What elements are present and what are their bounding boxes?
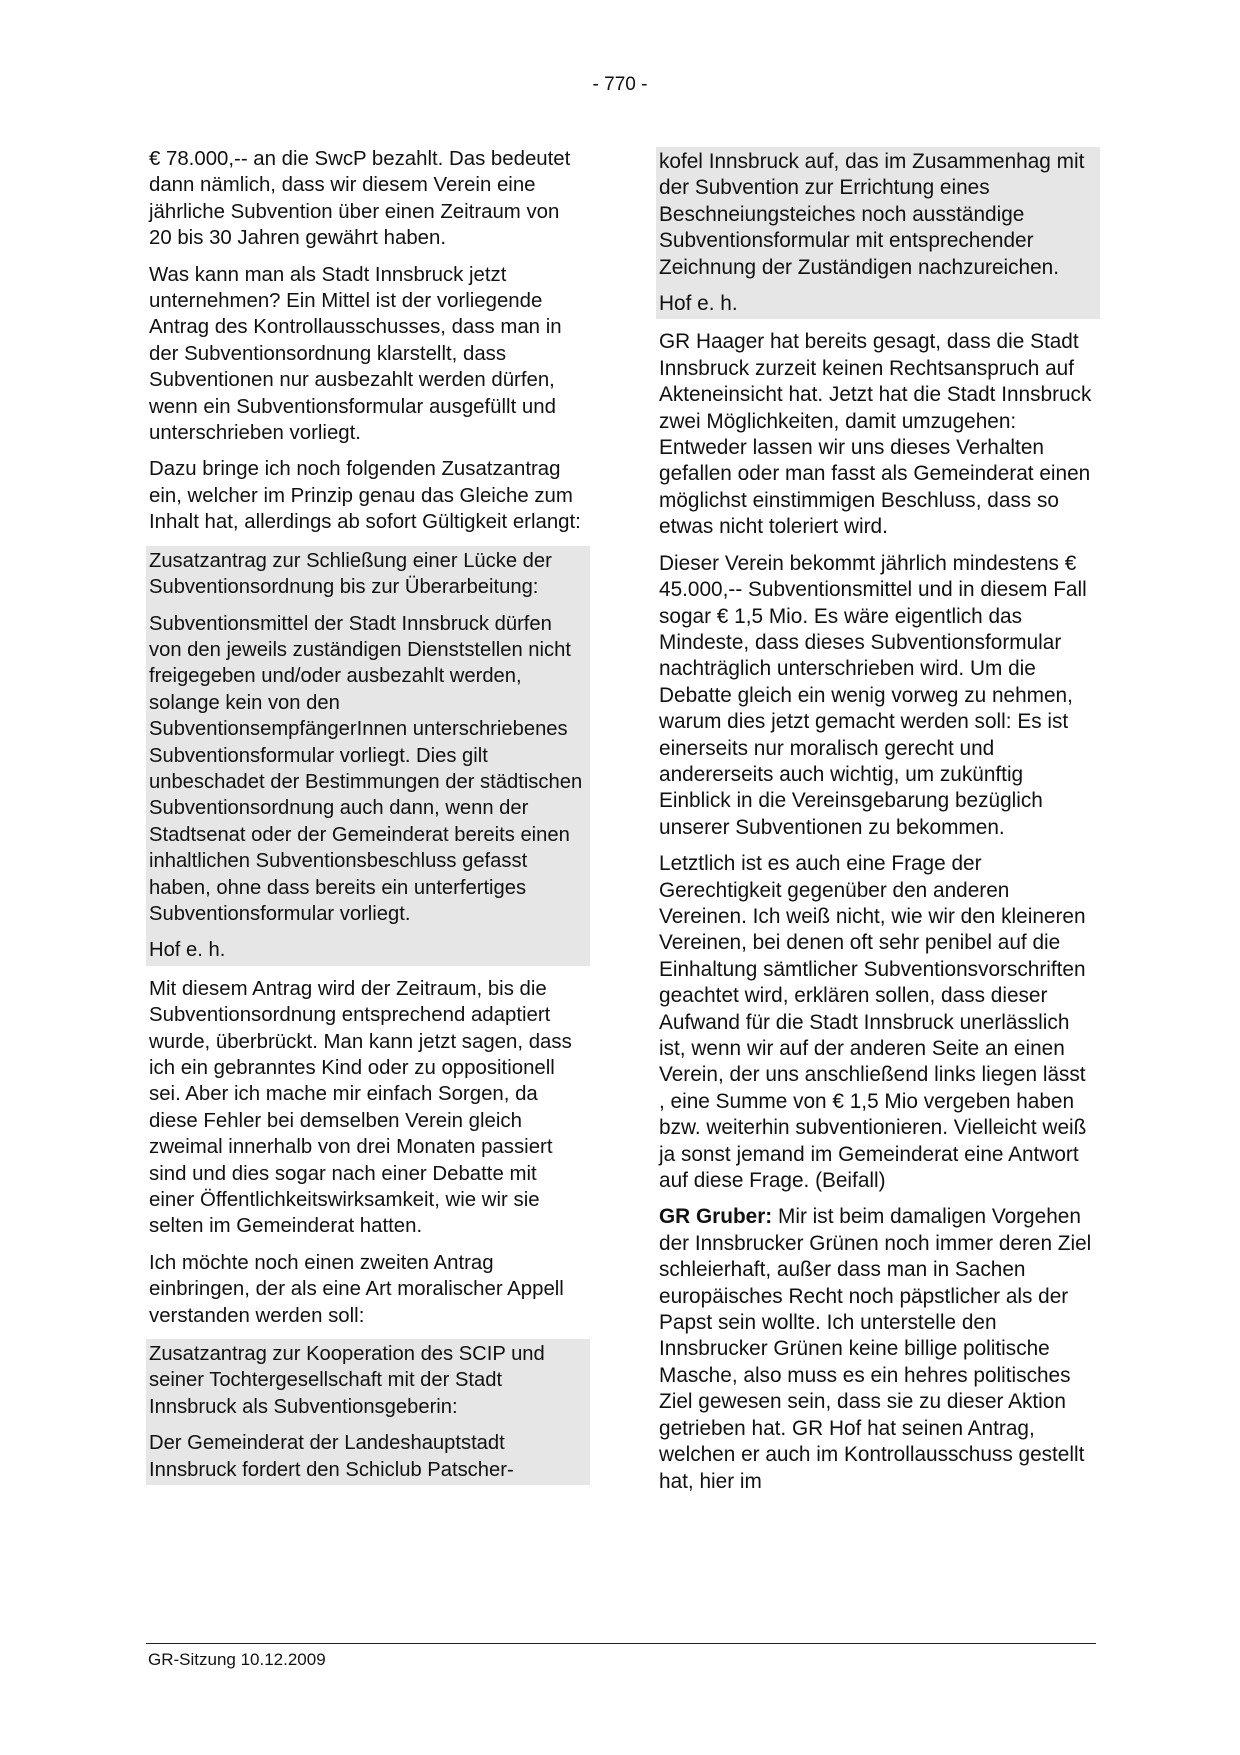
paragraph: Mit diesem Antrag wird der Zeitraum, bis die Subventionsordnung entsprechend adaptiert wurde, überbrückt. Man kann jetzt sagen, dass ich ein gebranntes Kind oder zu oppositionell sei. Aber ich mache mir einfach Sorgen, da diese Fehler bei demselben Verein gleich zweimal innerhalb von drei Monaten passiert sind und dies sogar nach einer Debatte mit einer Öffentlichkeitswirksamkeit, wie wir sie selten im Gemeinderat hatten. bbox=[149, 977, 572, 1238]
page-number: - 770 - bbox=[592, 74, 648, 95]
motion-box-2-continued bbox=[656, 147, 1100, 319]
paragraph: € 78.000,-- an die SwcP bezahlt. Das bedeutet dann nämlich, dass wir diesem Verein eine jährliche Subvention über einen Zeitraum von 20 bis 30 Jahren gewährt haben. bbox=[149, 148, 571, 250]
motion-signature: Hof e. h. bbox=[659, 292, 738, 316]
left-column bbox=[146, 146, 590, 1495]
motion-body: Subventionsmittel der Stadt Innsbruck dürfen von den jeweils zuständigen Dienststellen nicht freigegeben und/oder ausbezahlt werden, solange kein von den SubventionsempfängerInnen unterschriebenes Subventionsformular vorliegt. Dies gilt unbeschadet der Bestimmungen der städtischen Subventionsordnung auch dann, wenn der Stadtsenat oder der Gemeinderat bereits einen inhaltlichen Subventionsbeschluss gefasst haben, ohne dass bereits ein unterfertiges Subventionsformular vorliegt. bbox=[149, 612, 583, 925]
motion-title: Zusatzantrag zur Schließung einer Lücke der Subventionsordnung bis zur Überarbeitung: bbox=[149, 549, 552, 599]
right-column bbox=[656, 147, 1100, 1505]
paragraph: Letztlich ist es auch eine Frage der Gerechtigkeit gegenüber den anderen Vereinen. Ich weiß nicht, wie wir den kleineren Vereinen, bei denen oft sehr penibel auf die Einhaltung sämtlicher Subventionsvorschriften geachtet wird, erklären sollen, dass dieser Aufwand für die Stadt Innsbruck unerlässlich ist, wenn wir auf der anderen Seite an einen Verein, der uns anschließend links liegen lässt , eine Summe von € 1,5 Mio vergeben haben bzw. weiterhin subventionieren. Vielleicht weiß ja sonst jemand im Gemeinderat eine Antwort auf diese Frage. (Beifall) bbox=[659, 852, 1087, 1193]
motion-body: Der Gemeinderat der Landeshauptstadt Innsbruck fordert den Schiclub Patscher- bbox=[149, 1432, 514, 1481]
speech-text: Mir ist beim damaligen Vorgehen der Innsbrucker Grünen noch immer deren Ziel schleierhaft, außer dass man in Sachen europäisches Recht noch päpstlicher als der Papst sein wollte. Ich unterstelle den Innsbrucker Grünen keine billige politische Masche, also muss es ein hehres politisches Ziel gewesen sein, dass sie zu dieser Aktion getrieben hat. GR Hof hat seinen Antrag, welchen er auch im Kontrollausschuss gestellt hat, hier im bbox=[659, 1205, 1092, 1493]
footer-session-date: GR-Sitzung 10.12.2009 bbox=[148, 1650, 326, 1669]
motion-box-1 bbox=[146, 546, 590, 966]
motion-box-2 bbox=[146, 1339, 590, 1485]
motion-body: kofel Innsbruck auf, das im Zusammenhag mit der Subvention zur Errichtung eines Beschneiungsteiches noch ausständige Subventionsformular mit entsprechender Zeichnung der Zuständigen nachzureichen. bbox=[659, 150, 1085, 279]
paragraph: GR Haager hat bereits gesagt, dass die Stadt Innsbruck zurzeit keinen Rechtsanspruch auf Akteneinsicht hat. Jetzt hat die Stadt Innsbruck zwei Möglichkeiten, damit umzugehen: Entweder lassen wir uns dieses Verhalten gefallen oder man fasst als Gemeinderat einen möglichst einstimmigen Beschluss, dass so etwas nicht toleriert wird. bbox=[659, 330, 1092, 539]
paragraph: Dieser Verein bekommt jährlich mindestens € 45.000,-- Subventionsmittel und in diesem Fall sogar € 1,5 Mio. Es wäre eigentlich das Mindeste, dass dieses Subventionsformular nachträglich unterschrieben wird. Um die Debatte gleich ein wenig vorweg zu nehmen, warum dies jetzt gemacht werden soll: Es ist einerseits nur moralisch gerecht und andererseits auch wichtig, um zukünftig Einblick in die Vereinsgebarung bezüglich unserer Subventionen zu bekommen. bbox=[659, 551, 1087, 839]
footer-divider bbox=[146, 1643, 1096, 1644]
motion-title: Zusatzantrag zur Kooperation des SCIP und seiner Tochtergesellschaft mit der Stadt Innsbruck als Subventionsgeberin: bbox=[149, 1343, 545, 1418]
paragraph: Was kann man als Stadt Innsbruck jetzt unternehmen? Ein Mittel ist der vorliegende Antrag des Kontrollausschusses, dass man in der Subventionsordnung klarstellt, dass Subventionen nur ausbezahlt werden dürfen, wenn ein Subventionsformular ausgefüllt und unterschrieben vorliegt. bbox=[149, 263, 562, 445]
paragraph: Ich möchte noch einen zweiten Antrag einbringen, der als eine Art moralischer Appell verstanden werden soll: bbox=[149, 1251, 564, 1327]
motion-signature: Hof e. h. bbox=[149, 939, 226, 962]
paragraph bbox=[656, 1204, 1100, 1494]
speaker-name: GR Gruber: bbox=[659, 1205, 773, 1229]
paragraph: Dazu bringe ich noch folgenden Zusatzantrag ein, welcher im Prinzip genau das Gleiche zum Inhalt hat, allerdings ab sofort Gültigkeit erlangt: bbox=[149, 458, 581, 534]
